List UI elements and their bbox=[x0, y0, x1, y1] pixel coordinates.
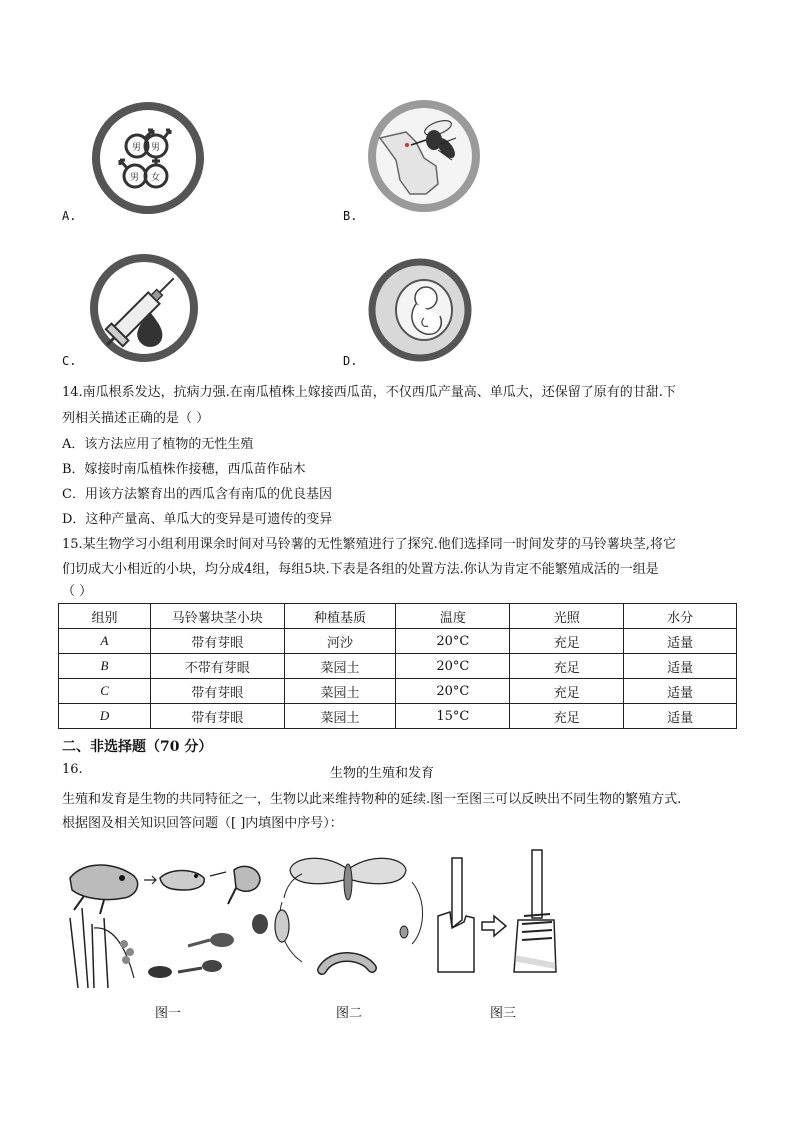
table-header-cell: 马铃薯块茎小块 bbox=[151, 604, 285, 629]
table-cell: 20°C bbox=[396, 679, 510, 704]
q16-stem-line1: 生殖和发育是生物的共同特征之一，生物以此来维持物种的延续.图一至图三可以反映出不同生物的繁殖方式. bbox=[62, 792, 682, 807]
table-cell: 带有芽眼 bbox=[151, 704, 285, 729]
fetus-womb-icon bbox=[366, 256, 474, 364]
table-cell: 充足 bbox=[510, 629, 624, 654]
q14-option-a: A．该方法应用了植物的无性生殖 bbox=[62, 437, 254, 452]
option-b-image bbox=[366, 98, 482, 214]
option-d-label: D. bbox=[343, 354, 358, 368]
table-cell: A bbox=[59, 629, 151, 654]
frog-life-cycle-icon bbox=[64, 848, 278, 988]
mosquito-bite-icon bbox=[366, 98, 482, 214]
q16-stem-line2: 根据图及相关知识回答问题（[ ]内填图中序号）： bbox=[62, 816, 343, 831]
svg-text:女: 女 bbox=[151, 173, 161, 183]
table-cell: 菜园土 bbox=[284, 654, 396, 679]
table-cell: 20°C bbox=[396, 629, 510, 654]
table-cell: 带有芽眼 bbox=[151, 629, 285, 654]
svg-text:男: 男 bbox=[132, 143, 142, 153]
q16-number: 16. bbox=[62, 762, 83, 777]
figure-moth-life-cycle bbox=[262, 852, 432, 984]
table-header-cell: 温度 bbox=[396, 604, 510, 629]
table-cell: 不带有芽眼 bbox=[151, 654, 285, 679]
table-row bbox=[59, 704, 737, 729]
option-a-label: A. bbox=[62, 209, 77, 223]
table-cell: 适量 bbox=[624, 679, 737, 704]
q14-option-d: D．这种产量高、单瓜大的变异是可遗传的变异 bbox=[62, 512, 333, 527]
figure-2-caption: 图二 bbox=[336, 1006, 363, 1021]
table-header-cell: 组别 bbox=[59, 604, 151, 629]
figure-frog-life-cycle bbox=[64, 848, 278, 988]
q15-stem-line2: 们切成大小相近的小块，均分成4组，每组5块.下表是各组的处置方法.你认为肯定不能繁殖成活的一组是 bbox=[62, 562, 659, 577]
q14-option-c: C．用该方法繁育出的西瓜含有南瓜的优良基因 bbox=[62, 487, 332, 502]
table-cell: 充足 bbox=[510, 654, 624, 679]
table-cell: 充足 bbox=[510, 704, 624, 729]
table-cell: B bbox=[59, 654, 151, 679]
table-cell: 15°C bbox=[396, 704, 510, 729]
table-row bbox=[59, 629, 737, 654]
q15-table bbox=[58, 603, 737, 729]
q14-stem-line1: 14.南瓜根系发达，抗病力强.在南瓜植株上嫁接西瓜苗，不仅西瓜产量高、单瓜大，还保留了原有的甘甜.下 bbox=[62, 385, 676, 400]
q15-stem-line3: （ ） bbox=[62, 584, 93, 599]
figure-grafting bbox=[428, 848, 578, 978]
table-cell: 带有芽眼 bbox=[151, 679, 285, 704]
option-c-label: C. bbox=[62, 354, 77, 368]
table-header-row bbox=[59, 604, 737, 629]
option-a-image bbox=[90, 100, 206, 216]
option-c-image bbox=[88, 252, 200, 364]
table-cell: 20°C bbox=[396, 654, 510, 679]
table-cell: D bbox=[59, 704, 151, 729]
table-header-cell: 种植基质 bbox=[284, 604, 396, 629]
table-row bbox=[59, 654, 737, 679]
table-row bbox=[59, 679, 737, 704]
table-cell: 充足 bbox=[510, 679, 624, 704]
table-cell: C bbox=[59, 679, 151, 704]
table-cell: 适量 bbox=[624, 629, 737, 654]
table-cell: 河沙 bbox=[284, 629, 396, 654]
grafting-icon bbox=[428, 848, 578, 978]
table-header-cell: 水分 bbox=[624, 604, 737, 629]
q15-stem-line1: 15.某生物学习小组利用课余时间对马铃薯的无性繁殖进行了探究.他们选择同一时间发芽的马铃薯块茎,将它 bbox=[62, 537, 676, 552]
q14-stem-line2: 列相关描述正确的是（ ） bbox=[62, 411, 210, 426]
table-cell: 适量 bbox=[624, 704, 737, 729]
table-header-cell: 光照 bbox=[510, 604, 624, 629]
svg-text:男: 男 bbox=[130, 173, 140, 183]
figure-1-caption: 图一 bbox=[155, 1006, 182, 1021]
table-cell: 适量 bbox=[624, 654, 737, 679]
option-b-label: B. bbox=[343, 209, 358, 223]
syringe-blood-icon bbox=[88, 252, 200, 364]
svg-text:男: 男 bbox=[151, 143, 161, 153]
table-cell: 菜园土 bbox=[284, 679, 396, 704]
q14-option-b: B．嫁接时南瓜植株作接穗，西瓜苗作砧木 bbox=[62, 462, 306, 477]
q16-title: 生物的生殖和发育 bbox=[330, 766, 435, 781]
moth-life-cycle-icon bbox=[262, 852, 432, 984]
gender-symbols-icon bbox=[90, 100, 206, 216]
option-d-image bbox=[366, 256, 474, 364]
table-cell: 菜园土 bbox=[284, 704, 396, 729]
section-title: 二、非选择题（70 分） bbox=[62, 739, 213, 755]
figure-3-caption: 图三 bbox=[490, 1006, 517, 1021]
